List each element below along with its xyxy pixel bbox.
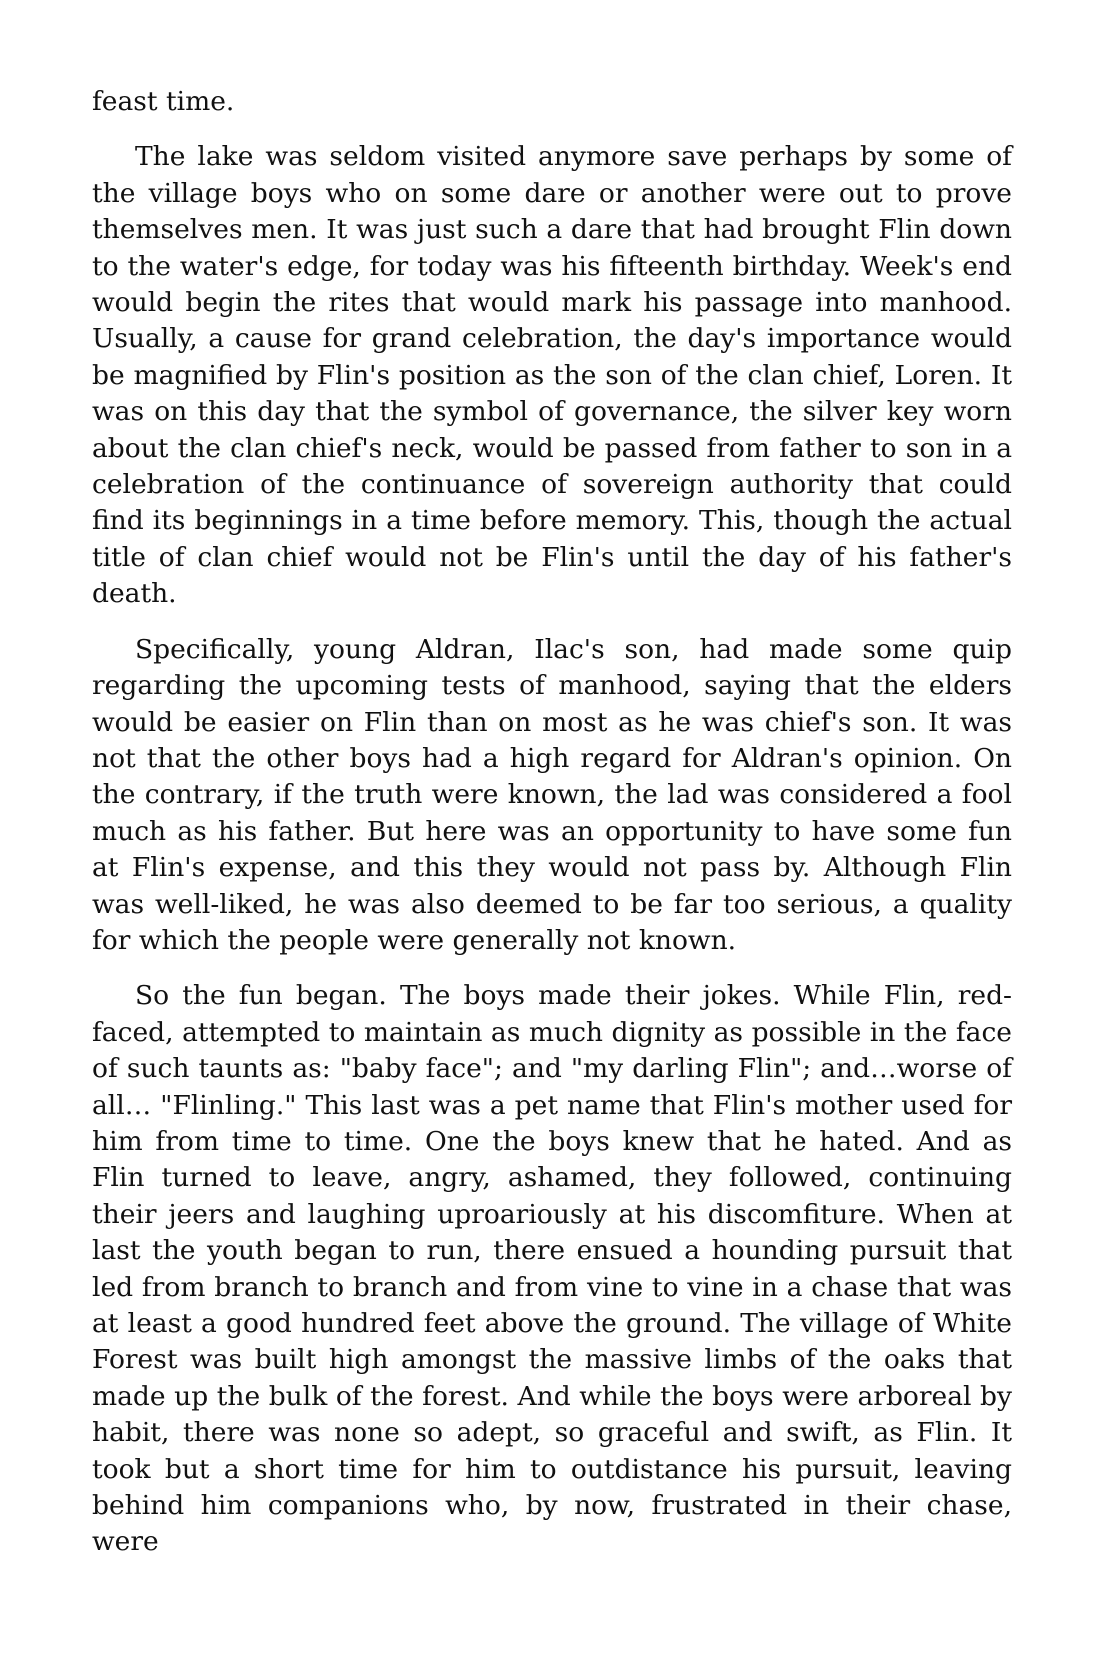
paragraph-continuation: feast time. — [92, 86, 235, 117]
paragraph-aldran: Specifically, young Aldran, Ilac's son, had made some quip regarding the upcoming tests of manhood, saying that the elders would be easier on Flin than on most as he was chief's son. It was not that the other boys had a high regard for Aldran's opinion. On the contrary, if the truth were known, the lad was considered a fool much as his father. But here was an opportunity to have some fun at Flin's expense, and this they would not pass by. Although Flin was well-liked, he was also deemed to be far too serious, a quality for which the people were generally not known. — [92, 633, 1012, 956]
paragraph-lake: The lake was seldom visited anymore save perhaps by some of the village boys who on some dare or another were out to prove themselves men. It was just such a dare that had brought Flin down to the water's edge, for today was his fifteenth birthday. Week's end would begin the rites that would mark his passage into manhood. Usually, a cause for grand celebration, the day's importance would be magnified by Flin's position as the son of the clan chief, Loren. It was on this day that the symbol of governance, the silver key worn about the clan chief's neck, would be passed from father to son in a celebration of the continuance of sovereign authority that could find its beginnings in a time before memory. This, though the actual title of clan chief would not be Flin's until the day of his father's death. — [92, 141, 1012, 610]
page-text — [92, 84, 1012, 1561]
paragraph-chase: So the fun began. The boys made their jokes. While Flin, red-faced, attempted to maintain as much dignity as possible in the face of such taunts as: "baby face"; and "my darling Flin"; and…worse of all… "Flinling." This last was a pet name that Flin's mother used for him from time to time. One the boys knew that he hated. And as Flin turned to leave, angry, ashamed, they followed, continuing their jeers and laughing uproariously at his discomfiture. When at last the youth began to run, there ensued a hounding pursuit that led from branch to branch and from vine to vine in a chase that was at least a good hundred feet above the ground. The village of White Forest was built high amongst the massive limbs of the oaks that made up the bulk of the forest. And while the boys were arboreal by habit, there was none so adept, so graceful and swift, as Flin. It took but a short time for him to outdistance his pursuit, leaving behind him companions who, by now, frustrated in their chase, were — [92, 980, 1012, 1558]
